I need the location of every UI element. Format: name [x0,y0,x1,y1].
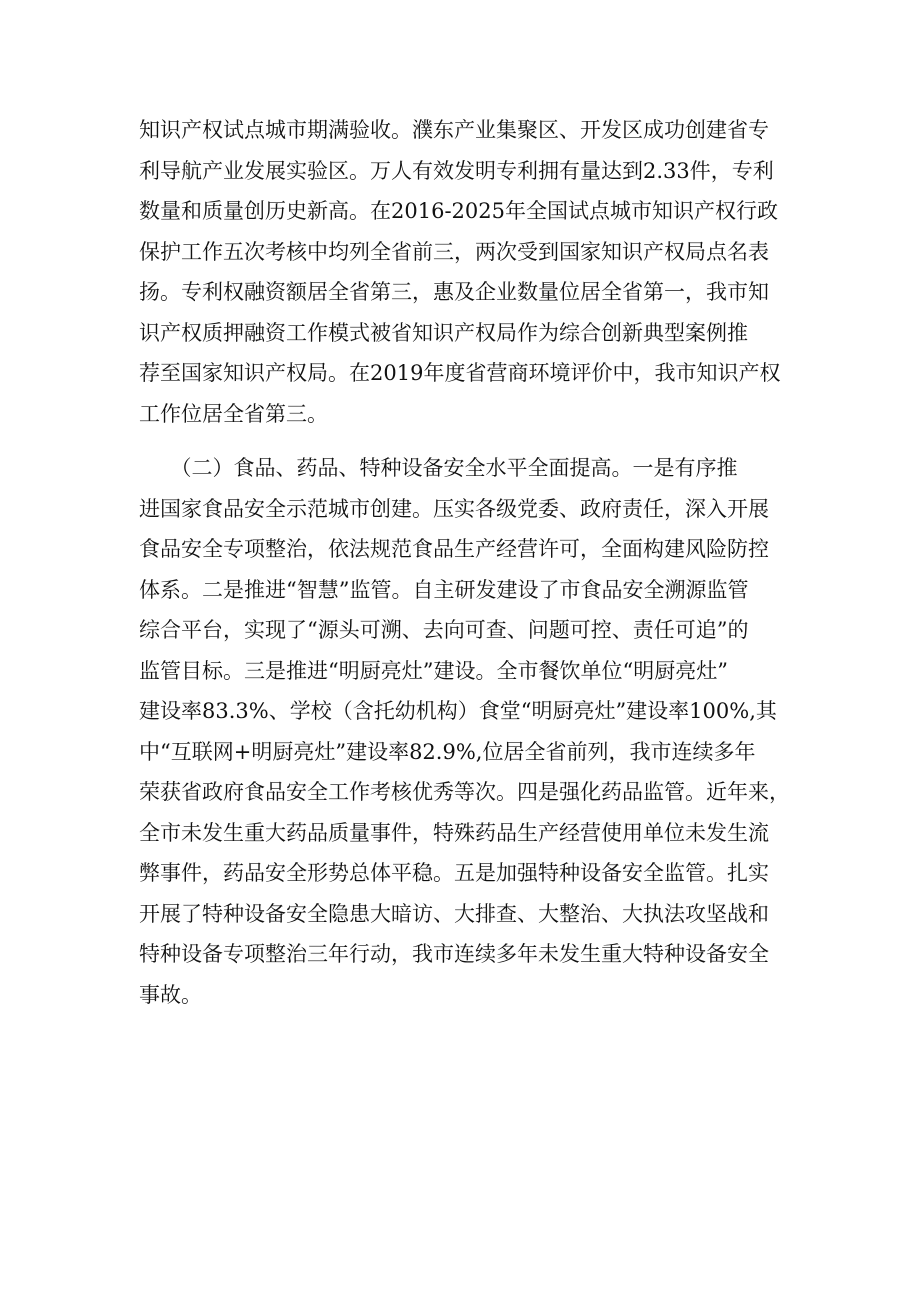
text-line: 知识产权试点城市期满验收。濮东产业集聚区、开发区成功创建省专 [139,118,769,142]
text-line: 事故。 [139,982,202,1007]
text-line: 利导航产业发展实验区。万人有效发明专利拥有量达到2.33件，专利 [139,158,774,183]
text-line: 中“互联网+明厨亮灶”建设率82.9%,位居全省前列，我市连续多年 [139,739,756,764]
text-line: 特种设备专项整治三年行动，我市连续多年未发生重大特种设备安全 [139,942,769,966]
text-line: 数量和质量创历史新高。在2016-2025年全国试点城市知识产权行政 [139,199,778,223]
text-line: 进国家食品安全示范城市创建。压实各级党委、政府责任，深入开展 [139,496,769,521]
text-line: 监管目标。三是推进“明厨亮灶”建设。全市餐饮单位“明厨亮灶” [139,658,728,683]
text-line: 体系。二是推进“智慧”监管。自主研发建设了市食品安全溯源监管 [139,577,749,602]
text-line: 保护工作五次考核中均列全省前三，两次受到国家知识产权局点名表 [139,239,769,264]
text-line: 荐至国家知识产权局。在2019年度省营商环境评价中，我市知识产权 [139,361,781,385]
text-line: 扬。专利权融资额居全省第三，惠及企业数量位居全省第一，我市知 [139,280,769,304]
text-line: 开展了特种设备安全隐患大暗访、大排查、大整治、大执法攻坚战和 [139,901,769,926]
text-line: 全市未发生重大药品质量事件，特殊药品生产经营使用单位未发生流 [139,820,769,845]
text-line: 综合平台，实现了“源头可溯、去向可查、问题可控、责任可追”的 [139,618,749,642]
text-line: 荣获省政府食品安全工作考核优秀等次。四是强化药品监管。近年来， [139,780,790,804]
text-line: 建设率83.3%、学校（含托幼机构）食堂“明厨亮灶”建设率100%,其 [139,699,777,723]
text-line: 识产权质押融资工作模式被省知识产权局作为综合创新典型案例推 [139,320,748,345]
document-body [139,110,799,1015]
text-line: 食品安全专项整治，依法规范食品生产经营许可，全面构建风险防控 [139,537,769,561]
text-line: 弊事件，药品安全形势总体平稳。五是加强特种设备安全监管。扎实 [139,861,769,885]
text-line: 工作位居全省第三。 [139,401,328,426]
section-heading-line: （二）食品、药品、特种设备安全水平全面提高。一是有序推 [139,456,738,480]
